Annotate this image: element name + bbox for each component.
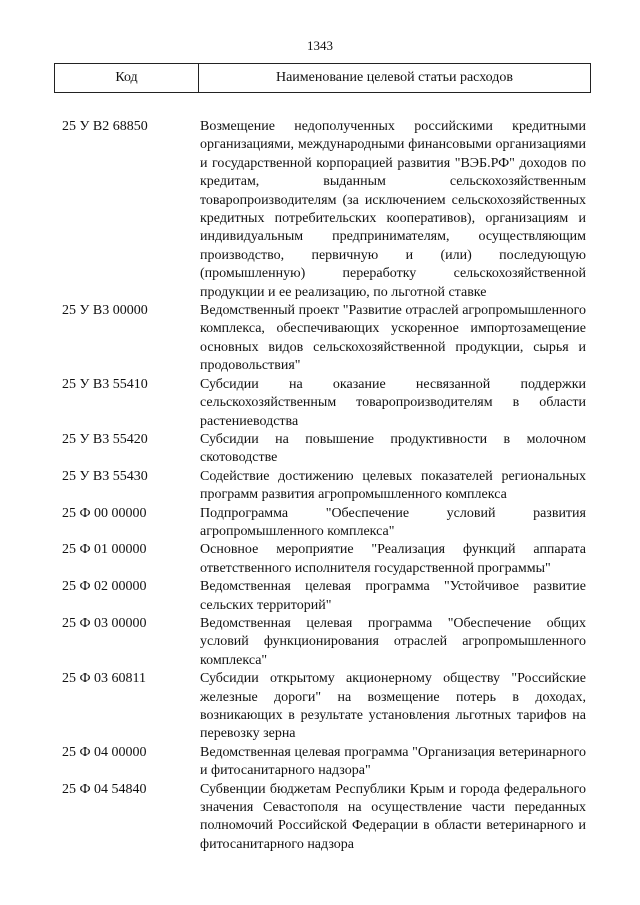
row-name: Субсидии на оказание несвязанной поддержки сельскохозяйственным товаропроизводителям в области растениеводства <box>200 376 586 429</box>
row-name: Субсидии на повышение продуктивности в молочном скотоводстве <box>200 431 586 466</box>
row-code: 25 У В3 55420 <box>62 431 148 447</box>
row-name: Субвенции бюджетам Республики Крым и города федерального значения Севастополя на осуществление части переданных полномочий Российской Федерации в области ветеринарного и фитосанитарного надзора <box>200 781 586 852</box>
row-name: Ведомственная целевая программа "Организация ветеринарного и фитосанитарного надзора" <box>200 744 586 779</box>
row-code: 25 У В3 55430 <box>62 468 148 484</box>
table-row <box>0 744 640 781</box>
row-code: 25 У В3 55410 <box>62 376 148 392</box>
header-code: Код <box>55 64 199 92</box>
row-code: 25 Ф 00 00000 <box>62 505 147 521</box>
table-row <box>0 541 640 578</box>
row-code: 25 Ф 03 00000 <box>62 615 147 631</box>
table-row <box>0 376 640 431</box>
table-row <box>0 615 640 670</box>
header-name: Наименование целевой статьи расходов <box>275 70 514 85</box>
table-row <box>0 302 640 376</box>
row-code: 25 У В2 68850 <box>62 119 148 134</box>
row-name: Ведомственная целевая программа "Устойчивое развитие сельских территорий" <box>200 579 586 613</box>
row-code: 25 Ф 01 00000 <box>62 542 147 558</box>
row-name: Субсидии открытому акционерному обществу "Российские железные дороги" на возмещение потерь в доходах, возникающих в результате установления льготных тарифов на перевозку зерна <box>200 671 586 742</box>
table-header <box>54 63 591 93</box>
table-row <box>0 505 640 542</box>
table-row <box>0 578 640 615</box>
row-name: Ведомственная целевая программа "Обеспечение общих условий функционирования отраслей агропромышленного комплекса" <box>200 615 586 668</box>
row-name: Возмещение недополученных российскими кредитными организациями, международными финансовыми организациями и государственной корпорацией развития "ВЭБ.РФ" доходов по кредитам, выданным сельскохозяйственным товаропроизводителям (за исключением сельскохозяйственных кредитных потребительских кооперативов), организациям и индивидуальным предпринимателям, осуществляющим производство, первичную и (или) последующую (промышленную) переработку сельскохозяйственной продукции и ее реализацию, по льготной ставке <box>200 119 586 300</box>
row-code: 25 Ф 04 54840 <box>62 781 147 797</box>
row-code: 25 Ф 04 00000 <box>62 744 147 760</box>
table-row <box>0 118 640 302</box>
table-row <box>0 468 640 505</box>
table-row <box>0 431 640 468</box>
table-body <box>0 118 640 854</box>
row-code: 25 Ф 03 60811 <box>62 671 147 687</box>
row-code: 25 У В3 00000 <box>62 303 148 319</box>
page-number: 1343 <box>307 38 333 53</box>
row-code: 25 Ф 02 00000 <box>62 579 147 595</box>
row-name: Основное мероприятие "Реализация функций аппарата ответственного исполнителя государственной программы" <box>200 542 586 576</box>
table-row <box>0 781 640 855</box>
row-name: Подпрограмма "Обеспечение условий развития агропромышленного комплекса" <box>200 505 586 539</box>
row-name: Содействие достижению целевых показателей региональных программ развития агропромышленного комплекса <box>200 468 586 503</box>
row-name: Ведомственный проект "Развитие отраслей агропромышленного комплекса, обеспечивающих ускоренное импортозамещение основных видов сельскохозяйственной продукции, сырья и продовольствия" <box>200 303 586 374</box>
table-row <box>0 670 640 744</box>
